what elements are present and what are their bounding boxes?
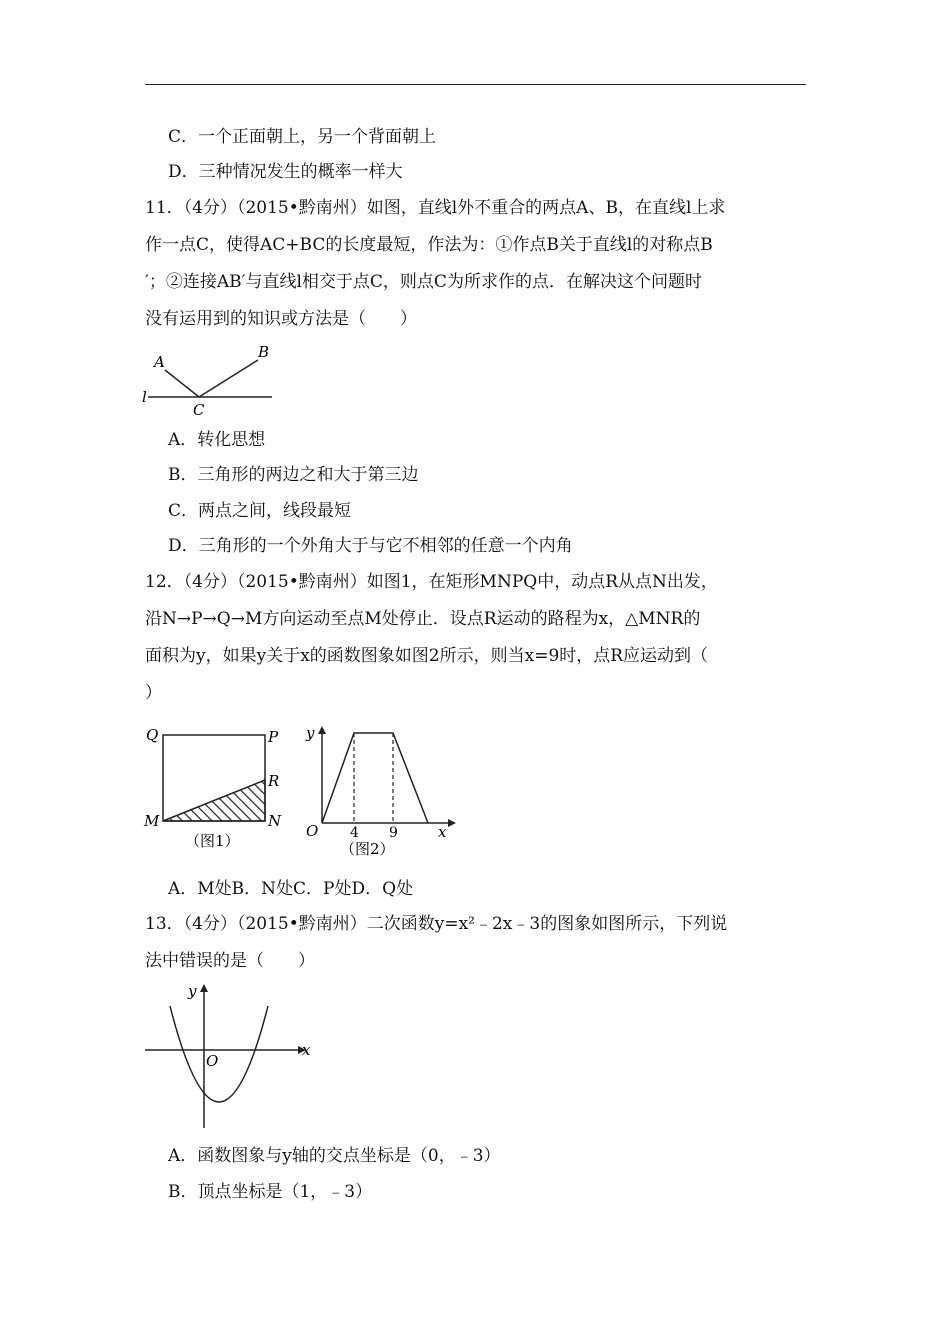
q12-options: A．M处B．N处C．P处D．Q处: [168, 879, 414, 899]
q11-text-line-2: 作一点C，使得AC+BC的长度最短，作法为：①作点B关于直线l的对称点B: [145, 235, 713, 255]
q11-label-l: l: [142, 388, 147, 406]
q12-figure-1: [140, 720, 290, 855]
fig1-label-n: N: [268, 812, 282, 830]
q13-option-a: A．函数图象与y轴的交点坐标是（0，﹣3）: [168, 1146, 501, 1166]
q13-text-line-2: 法中错误的是（ ）: [145, 951, 315, 971]
q12-text-line-1: 12．（4分）（2015•黔南州）如图1，在矩形MNPQ中，动点R从点N出发，: [145, 572, 718, 592]
q13-text-line-1: 13．（4分）（2015•黔南州）二次函数y=x²﹣2x﹣3的图象如图所示，下列说: [145, 914, 728, 934]
fig2-label-origin: O: [306, 822, 319, 840]
q11-label-c: C: [193, 401, 205, 419]
q13-option-b: B．顶点坐标是（1，﹣3）: [168, 1182, 373, 1202]
q11-option-a: A．转化思想: [168, 430, 266, 450]
q10-option-c: C．一个正面朝上，另一个背面朝上: [168, 127, 437, 147]
q10-option-d: D．三种情况发生的概率一样大: [168, 162, 403, 182]
fig2-caption: （图2）: [340, 840, 395, 858]
fig2-tick-4: 4: [350, 825, 359, 841]
fig1-label-m: M: [144, 812, 160, 830]
q12-text-line-4: ）: [145, 683, 162, 703]
fig2-label-x: x: [438, 823, 447, 841]
q11-option-c: C．两点之间，线段最短: [168, 501, 352, 521]
fig1-label-r: R: [268, 772, 280, 790]
q11-text-line-1: 11．（4分）（2015•黔南州）如图，直线l外不重合的两点A、B，在直线l上求: [145, 198, 726, 218]
q11-text-line-4: 没有运用到的知识或方法是（ ）: [145, 309, 417, 329]
q11-option-d: D．三角形的一个外角大于与它不相邻的任意一个内角: [168, 536, 573, 556]
header-rule: [145, 84, 806, 85]
q11-figure: [140, 340, 280, 420]
fig1-label-q: Q: [146, 726, 159, 744]
fig2-tick-9: 9: [389, 825, 398, 841]
q12-text-line-2: 沿N→P→Q→M方向运动至点M处停止．设点R运动的路程为x，△MNR的: [145, 609, 701, 629]
fig2-label-y: y: [306, 724, 315, 742]
q12-text-line-3: 面积为y，如果y关于x的函数图象如图2所示，则当x=9时，点R应运动到（: [145, 646, 709, 666]
q13-label-origin: O: [206, 1052, 219, 1070]
q11-label-b: B: [258, 343, 270, 361]
q11-text-line-3: ′；②连接AB′与直线l相交于点C，则点C为所求作的点．在解决这个问题时: [145, 272, 702, 292]
fig1-label-p: P: [268, 728, 279, 746]
fig1-caption: （图1）: [185, 832, 240, 850]
q13-label-x: x: [302, 1041, 311, 1059]
q13-parabola-figure: [140, 978, 320, 1138]
q11-option-b: B．三角形的两边之和大于第三边: [168, 465, 419, 485]
q13-label-y: y: [188, 982, 197, 1000]
q12-figure-2: [300, 720, 460, 862]
q11-label-a: A: [154, 353, 165, 371]
